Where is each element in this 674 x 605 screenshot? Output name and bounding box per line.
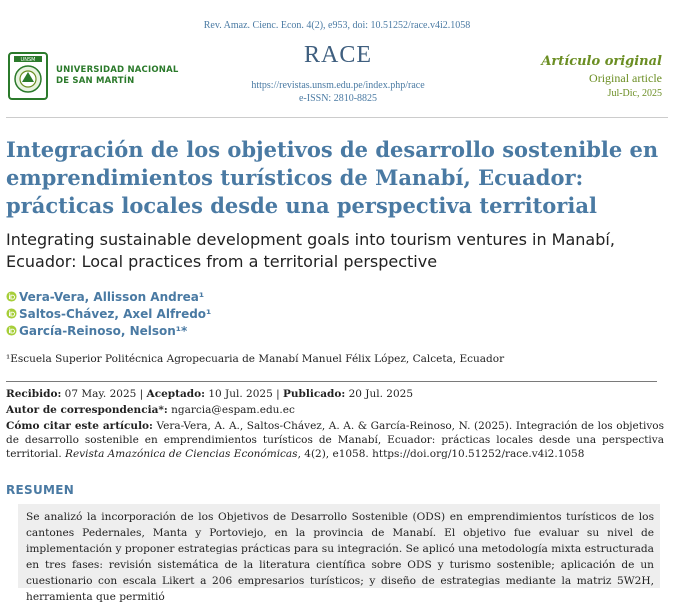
article-type-en: Original article [589, 71, 662, 85]
journal-url[interactable]: https://revistas.unsm.edu.pe/index.php/race [251, 80, 425, 91]
published-date: 20 Jul. 2025 [345, 388, 414, 400]
author-item[interactable] [6, 305, 211, 322]
journal-block [230, 38, 446, 105]
journal-issn: e-ISSN: 2810-8825 [298, 93, 378, 104]
article-title-es: Integración de los objetivos de desarrollo sostenible en emprendimientos turísticos de Manabí, Ecuador: prácticas locales desde una perspectiva territorial [6, 137, 659, 218]
metadata-divider [6, 381, 657, 382]
abstract-heading: RESUMEN [6, 483, 75, 497]
publication-dates [6, 387, 413, 401]
header-divider [6, 117, 668, 118]
author-name: Vera-Vera, Allisson Andrea¹ [19, 289, 205, 304]
author-list [6, 288, 211, 339]
university-name-line1: UNIVERSIDAD NACIONAL [56, 65, 179, 75]
accepted-label: Aceptado: [146, 388, 205, 400]
abstract-text: Se analizó la incorporación de los Objetivos de Desarrollo Sostenible (ODS) en emprendimientos turísticos de los cantones Pedernales, Manta y Portoviejo, en la provincia de Manabí. El objetivo fue evaluar su nivel de implementación y proponer estrategias prácticas para su integración. Se aplicó una metodología mixta estructurada en tres fases: revisión sistemática de la literatura científica sobre ODS y turismo sostenible; aplicación de un cuestionario con escala Likert a 206 empresarios turísticos; y diseño de estrategias mediante la matriz 5W2H, herramienta que permitió [26, 511, 654, 603]
page-header [0, 38, 674, 108]
article-period: Jul-Dic, 2025 [607, 88, 662, 99]
orcid-icon[interactable] [6, 308, 17, 319]
how-to-cite [6, 419, 664, 461]
journal-citation-line: Rev. Amaz. Cienc. Econ. 4(2), e953, doi: 10.51252/race.v4i2.1058 [203, 20, 471, 31]
corresponding-author [6, 403, 295, 417]
seal-lettering: UNSM [20, 57, 36, 63]
received-label: Recibido: [6, 388, 62, 400]
cite-journal: Revista Amazónica de Ciencias Económicas [65, 448, 298, 460]
article-title-en: Integrating sustainable development goals into tourism ventures in Manabí, Ecuador: Local practices from a territorial perspective [6, 230, 615, 271]
orcid-icon[interactable] [6, 291, 17, 302]
author-name: García-Reinoso, Nelson¹* [19, 323, 188, 338]
author-name: Saltos-Chávez, Axel Alfredo¹ [19, 306, 212, 321]
published-label: Publicado: [282, 388, 346, 400]
orcid-icon[interactable] [6, 325, 17, 336]
university-seal-icon [8, 52, 48, 100]
cite-text: Vera-Vera, A. A., Saltos-Chávez, A. A. & García-Reinoso, N. (2025). Integración de los objetivos de desarrollo sostenible en emprendimientos turísticos de Manabí, Ecuador: prácticas locales desde una perspectiva territorial. [6, 420, 664, 460]
cite-volume: , 4 [297, 448, 311, 460]
abstract-box [18, 504, 660, 603]
received-date: 07 May. 2025 | [61, 388, 147, 400]
author-item[interactable] [6, 322, 211, 339]
university-logo [8, 52, 178, 100]
article-type-es: Artículo original [541, 54, 662, 69]
journal-logo-text: RACE [303, 42, 372, 68]
cite-label: Cómo citar este artículo: [6, 420, 153, 432]
article-type-block [541, 54, 662, 99]
university-name [56, 65, 178, 87]
accepted-date: 10 Jul. 2025 | [204, 388, 283, 400]
university-name-line2: DE SAN MARTÍN [56, 76, 135, 86]
author-item[interactable] [6, 288, 211, 305]
correspondence-email[interactable]: ngarcia@espam.edu.ec [167, 404, 295, 416]
author-affiliation: ¹Escuela Superior Politécnica Agropecuaria de Manabí Manuel Félix López, Calceta, Ecuador [6, 353, 505, 365]
cite-rest[interactable]: (2), e1058. https://doi.org/10.51252/race.v4i2.1058 [310, 448, 585, 460]
correspondence-label: Autor de correspondencia*: [6, 404, 168, 416]
